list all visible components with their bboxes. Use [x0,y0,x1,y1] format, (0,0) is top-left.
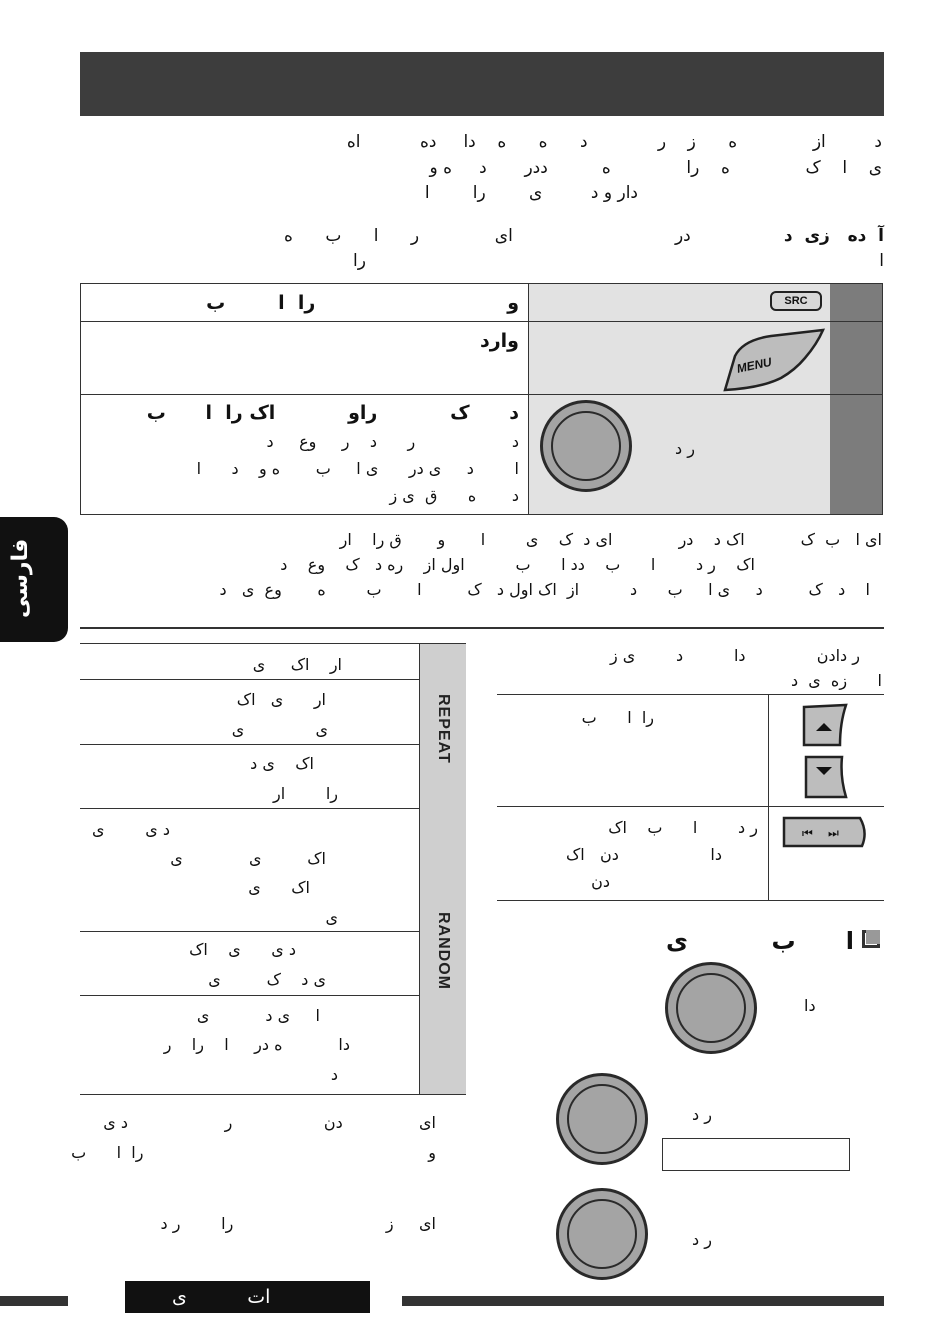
control-dial-center [676,973,746,1043]
middle-note-3: ا د ک د ی ا ب د از اک اول د ک ا ب ه وع ی د [219,580,870,599]
note-text: در ای ر ا ب ه [284,226,788,246]
control-dial[interactable] [556,1073,648,1165]
mode-table [80,643,466,1095]
control-dial-center [567,1084,637,1154]
right-intro-1: ر دادن دا د ی ز [609,646,860,665]
middle-note-1: ای ا ب ک اک د در ای د ک ی ا و ق را ار [339,530,882,549]
note-text-2: ا را [352,251,884,271]
control-dial[interactable] [540,400,632,492]
step-3-text: د ک راو اک را ا ب [146,402,519,424]
column-divider [768,694,769,900]
intro-line-1: د از ه ز ر د ه ه دا ده اه [346,132,882,152]
dial-caption: ر د [675,439,695,458]
display-box [662,1138,850,1171]
row-divider [80,808,420,809]
skip-back-icon[interactable]: ⏮ [802,826,813,840]
mode-option: اک ی [248,878,310,897]
footer-note-2: و را ا ب [71,1143,436,1162]
mode-option: د ی ی [92,820,170,839]
skip-text-1: ر د ا ب اک [608,818,758,837]
section-bullet-fill [866,930,880,944]
mode-option: د ی ی اک [189,940,296,959]
section-title: ا ب ی [665,927,854,955]
row-divider [497,900,884,901]
menu-button[interactable] [721,328,827,392]
mode-option: اک ی ی [170,849,326,868]
skip-buttons[interactable] [782,814,868,850]
row-divider [80,679,420,680]
footer-note-1: ای دن ر د ی [103,1113,436,1132]
row-divider [80,931,420,932]
footer-bar-left [0,1296,68,1306]
mode-option: ی [325,908,338,927]
row-divider [81,321,882,322]
dial-caption: ر د [692,1230,712,1249]
step-table [80,283,883,515]
mode-option: را ار [272,784,338,803]
skip-forward-icon[interactable]: ⏭ [828,826,839,840]
language-label: فارسی [8,538,33,618]
random-label: RANDOM [435,912,452,990]
middle-note-2: اک ر د ا ب دد ا ب اول از ره د ک وع د [280,555,755,574]
step-2-text: وارد [479,330,519,352]
row-divider [80,995,420,996]
row-divider [80,744,420,745]
control-dial[interactable] [556,1188,648,1280]
mode-option: دا ه در ا را ر [163,1035,350,1054]
src-button[interactable]: SRC [770,291,822,311]
up-down-buttons[interactable] [800,703,850,799]
control-dial-center [551,411,621,481]
up-down-text: را ا ب [581,708,654,727]
skip-text-2: دا دن اک [565,845,722,864]
footer-bar-right [402,1296,884,1306]
page-title-bar [80,52,884,116]
control-dial[interactable] [665,962,757,1054]
intro-line-3: دار و د ی را ا [424,183,638,203]
step-number-column [830,284,882,514]
row-divider [81,394,882,395]
dial-caption: دا [804,996,816,1015]
mode-option: ی ی [231,720,328,739]
mode-option: ا ی د ی [196,1006,320,1025]
dial-caption: ر د [692,1105,712,1124]
footer-note-3: ای ز را ر د [160,1214,436,1233]
footer-label: ات ی [172,1286,271,1308]
menu-button-label: MENU [735,354,773,376]
right-intro-2: ا زه ی د [790,671,882,690]
control-dial-center [567,1199,637,1269]
mode-option: د [330,1065,338,1084]
page-title: ش دادن ض ه [539,10,906,48]
step-1-text: و را ا ب [206,292,519,314]
step-3-sub-2: ا د ی در ی ا ب ه و د ا [196,459,519,478]
intro-line-2: ی ا ک ه را ه ددر د ه و [429,158,882,178]
note-heading: آ ده زی د [783,226,884,246]
section-divider [80,627,884,629]
mode-option: ار اک ی [252,655,342,674]
mode-option: اک ی د [250,754,314,773]
step-3-sub-1: د ر د ر وع د [266,432,519,451]
row-divider [497,806,884,807]
mode-option: ی د ک ی [208,970,326,989]
mode-option: ار ی اک [236,690,326,709]
skip-text-3: دن [591,872,610,891]
repeat-label: REPEAT [435,694,452,764]
down-button[interactable] [806,757,846,797]
step-3-sub-3: د ه ق ی ز [389,486,519,505]
row-divider [497,694,884,695]
